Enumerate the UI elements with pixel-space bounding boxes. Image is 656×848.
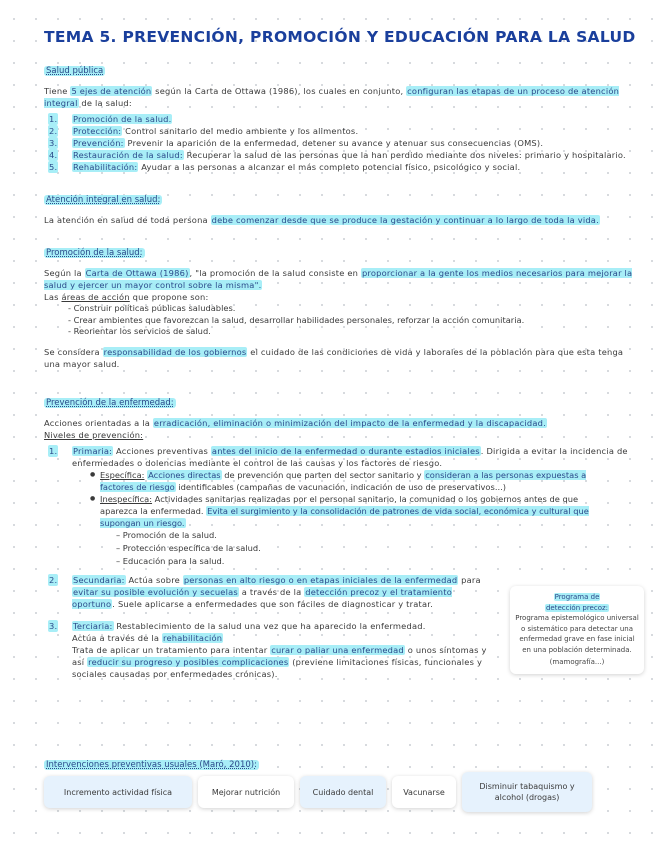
highlight: responsabilidad de los gobiernos [103,346,247,357]
document-page [44,28,636,680]
text: Actúa a través de la [72,632,163,643]
text: Restablecimiento de la salud una vez que ha aparecido la enfermedad. [113,620,426,631]
text: Tiene [44,86,71,96]
text: . Suele aplicarse a enfermedades que son fáciles de diagnosticar y tratar. [112,598,433,609]
item-label: Promoción de la salud. [73,114,172,124]
item-number: 1. [49,114,58,124]
item-number: 2. [49,574,58,585]
text: o unos síntomas y así [72,644,487,667]
highlight: personas en alto riesgo o en etapas iniciales de la enfermedad [183,574,458,585]
section-heading: Salud pública [46,66,104,76]
text: Actúa sobre [125,574,183,585]
item-number: 2. [49,126,58,136]
nivel-secundaria [44,574,492,610]
item-number: 4. [49,150,58,160]
card-body: Programa epistemológico universal o sistemático para detectar una enfermedad grave en fase inicial en una población determinada. [515,614,639,654]
section-heading: Intervenciones preventivas usuales (Maró, 2010): [46,760,257,770]
section-promocion [44,240,636,370]
highlight: Acciones directas [148,469,221,480]
section-heading: Atención integral en salud: [46,195,161,205]
paragraph [44,417,636,429]
item-number: 3. [49,620,58,631]
nivel-terciaria [44,620,492,680]
list-item [44,125,636,137]
sub-item: – Educación para la salud. [116,555,225,566]
paragraph [44,214,636,226]
card-example: (mamografía...) [549,658,605,666]
ejes-list [44,113,636,173]
card-heading: Programa de [554,593,600,601]
sub-item: – Protección específica de la salud. [116,542,261,553]
item-text: Prevenir la aparición de la enfermedad, detener su avance y atenuar sus consecuencias (OMS). [124,138,544,148]
highlight: proporcionar a la gente los medios necesarios para mejorar la salud y ejercer un mayor control sobre la misma". [44,268,633,290]
highlight: curar o paliar una enfermedad [271,644,404,655]
page-title: TEMA 5. PREVENCIÓN, PROMOCIÓN Y EDUCACIÓN PARA LA SALUD [44,28,636,46]
paragraph [44,267,636,291]
text: que propone son: [129,292,209,302]
inespecifica-bullet [44,493,604,529]
chip: Incremento actividad física [44,776,192,808]
text: identificables (campañas de vacunación, indicación de uso de preservativos...) [175,481,506,492]
paragraph [44,346,636,370]
highlight: debe comenzar desde que se produce la gestación y continuar a lo largo de toda la vida. [211,215,599,225]
underlined-text: áreas de acción [61,292,130,302]
area-item: - Construir políticas públicas saludables. [68,303,236,313]
item-text: Recuperar la salud de las personas que la han perdido mediante dos niveles: primario y hospitalario. [183,150,626,160]
item-text: Ayudar a las personas a alcanzar el más completo potencial físico, psicológico y social. [138,162,521,172]
chip: Disminuir tabaquismo y alcohol (drogas) [462,772,592,812]
section-heading: Promoción de la salud: [46,248,143,258]
text: para [458,574,481,585]
text: La atención en salud de toda persona [44,215,211,225]
highlight: Carta de Ottawa (1986) [85,268,189,278]
list-item [44,113,636,125]
text: Actividades sanitarias realizadas por el personal sanitario, la comunidad o los gobiernos antes de que aparezca la enfermedad. [100,493,579,516]
highlight: Evita el surgimiento y la consolidación de patrones de vida social, económica y cultural que supongan un riesgo. [100,505,589,528]
text: (previene limitaciones físicas, funcionales y sociales causadas por enfermedades crónicas). [72,656,483,679]
highlight: 5 ejes de atención [71,86,152,96]
highlight: configuran las etapas de un proceso de atención integral [44,86,620,108]
text: de la salud: [78,98,132,108]
text: de prevención que parten del sector sanitario y [221,469,425,480]
item-number: 5. [49,162,58,172]
chip: Mejorar nutrición [198,776,294,808]
text: Trata de aplicar un tratamiento para intentar [72,644,271,655]
text: a través de la [238,586,305,597]
section-intervenciones [44,752,259,771]
text: el cuidado de las condiciones de vida y laborales de la población para que esta tenga una mayor salud. [44,346,624,369]
text: Acciones preventivas [113,445,211,456]
item-label: Rehabilitación: [73,162,138,172]
chip: Vacunarse [392,776,456,808]
item-number: 1. [49,445,58,456]
highlight: reducir su progreso y posibles complicaciones [88,656,289,667]
text: , "la promoción de la salud consiste en [189,268,361,278]
item-label: Restauración de la salud: [73,150,183,160]
item-number: 3. [49,138,58,148]
section-atencion-integral [44,187,636,226]
section-salud-publica [44,58,636,173]
highlight: detección precoz y el tratamiento oportuno [72,586,452,609]
area-item: - Reorientar los servicios de salud. [68,326,211,336]
underlined-text: Específica: [100,469,145,480]
highlight: consideran a las personas expuestas a factores de riesgo [100,469,587,492]
item-label: Protección: [73,126,122,136]
text: . Dirigida a evitar la incidencia de enfermedades o dolencias mediante el control de las causas y los factores de riesgo. [72,445,628,468]
text: Se considera [44,346,103,357]
text: Acciones orientadas a la [44,417,153,428]
section-heading: Prevención de la enfermedad: [46,397,174,408]
niveles-label: Niveles de prevención: [44,429,144,440]
item-label: Primaria: [73,445,113,456]
nivel-primaria [44,445,632,469]
list-item [44,161,636,173]
text: según la Carta de Ottawa (1986), los cuales en conjunto, [152,86,407,96]
text: Según la [44,268,85,278]
underlined-text: Inespecífica: [100,493,153,504]
item-text: Control sanitario del medio ambiente y los alimentos. [122,126,359,136]
highlight: evitar su posible evolución y secuelas [73,586,238,597]
sub-item: – Promoción de la salud. [116,529,217,540]
intro-paragraph [44,85,636,109]
interventions-chips [44,772,592,812]
item-label: Terciaria: [73,620,113,631]
item-label: Prevención: [73,138,124,148]
highlight: antes del inicio de la enfermedad o durante estadios iniciales [211,445,480,456]
areas-intro [44,291,636,303]
area-item: - Crear ambientes que favorezcan la salud, desarrollar habilidades personales, reforzar la acción comunitaria. [68,314,525,325]
text: Las [44,292,62,302]
detection-program-card [510,586,644,674]
chip: Cuidado dental [300,776,386,808]
especifica-bullet [44,469,604,493]
list-item [44,149,636,161]
list-item [44,137,636,149]
card-heading: detección precoz: [545,603,609,612]
item-label: Secundaria: [73,574,125,585]
highlight: rehabilitación [163,632,223,643]
niveles-list [44,445,628,469]
highlight: erradicación, eliminación o minimización del impacto de la enfermedad y la discapacidad. [153,417,546,428]
